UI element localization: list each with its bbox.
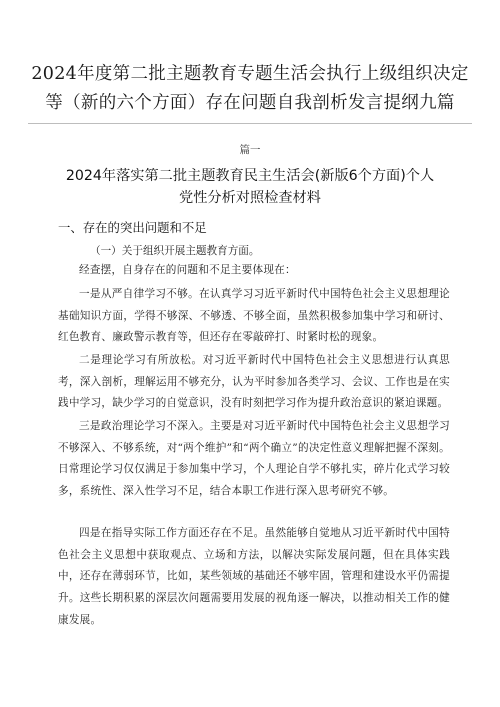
body-paragraph-4: 四是在指导实际工作方面还存在不足。虽然能够自觉地从习近平新时代中国特色社会主义思想中获取观点、立场和方法，以解决实际发展问题，但在具体实践中，还存在薄弱环节，比如，某些领域的基础还不够牢固，管理和建设水平仍需提升。这些长期积累的深层次问题需要用发展的视角逐一解决，以推动相关工作的健康发展。 xyxy=(58,527,450,626)
subsection-heading: （一）关于组织开展主题教育方面。 xyxy=(90,245,260,257)
document-title: 2024年度第二批主题教育专题生活会执行上级组织决定等（新的六个方面）存在问题自我剖析发言提纲九篇 xyxy=(31,64,469,113)
body-paragraph-2: 二是理论学习有所放松。对习近平新时代中国特色社会主义思想进行认真思考，深入剖析，理解运用不够充分，认为平时参加各类学习、会议、工作也是在实践中学习，缺少学习的自觉意识，没有时刻把学习作为提升政治意识的紧迫课题。 xyxy=(58,354,450,410)
section-heading: 一、存在的突出问题和不足 xyxy=(58,220,207,235)
body-paragraph-3: 三是政治理论学习不深入。主要是对习近平新时代中国特色社会主义思想学习不够深入、不够系统，对“两个维护”和“两个确立”的决定性意义理解把握不深刻。日常理论学习仅仅满足于参加集中学习，个人理论自学不够扎实，碎片化式学习较多，系统性、深入性学习不足，结合本职工作进行深入思考研究不够。 xyxy=(58,420,450,498)
title-divider xyxy=(28,123,472,124)
subtitle: 2024年落实第二批主题教育民主生活会(新版6个方面)个人党性分析对照检查材料 xyxy=(65,168,435,206)
body-paragraph-1: 一是从严自律学习不够。在认真学习习近平新时代中国特色社会主义思想理论基础知识方面，学得不够深、不够透、不够全面，虽然积极参加集中学习和研讨、红色教育、廉政警示教育等，但还存在零敲碎打、时紧时松的现象。 xyxy=(58,288,450,344)
intro-paragraph: 经查摆，自身存在的问题和不足主要体现在： xyxy=(79,264,296,276)
section-label: 篇一 xyxy=(239,144,261,156)
